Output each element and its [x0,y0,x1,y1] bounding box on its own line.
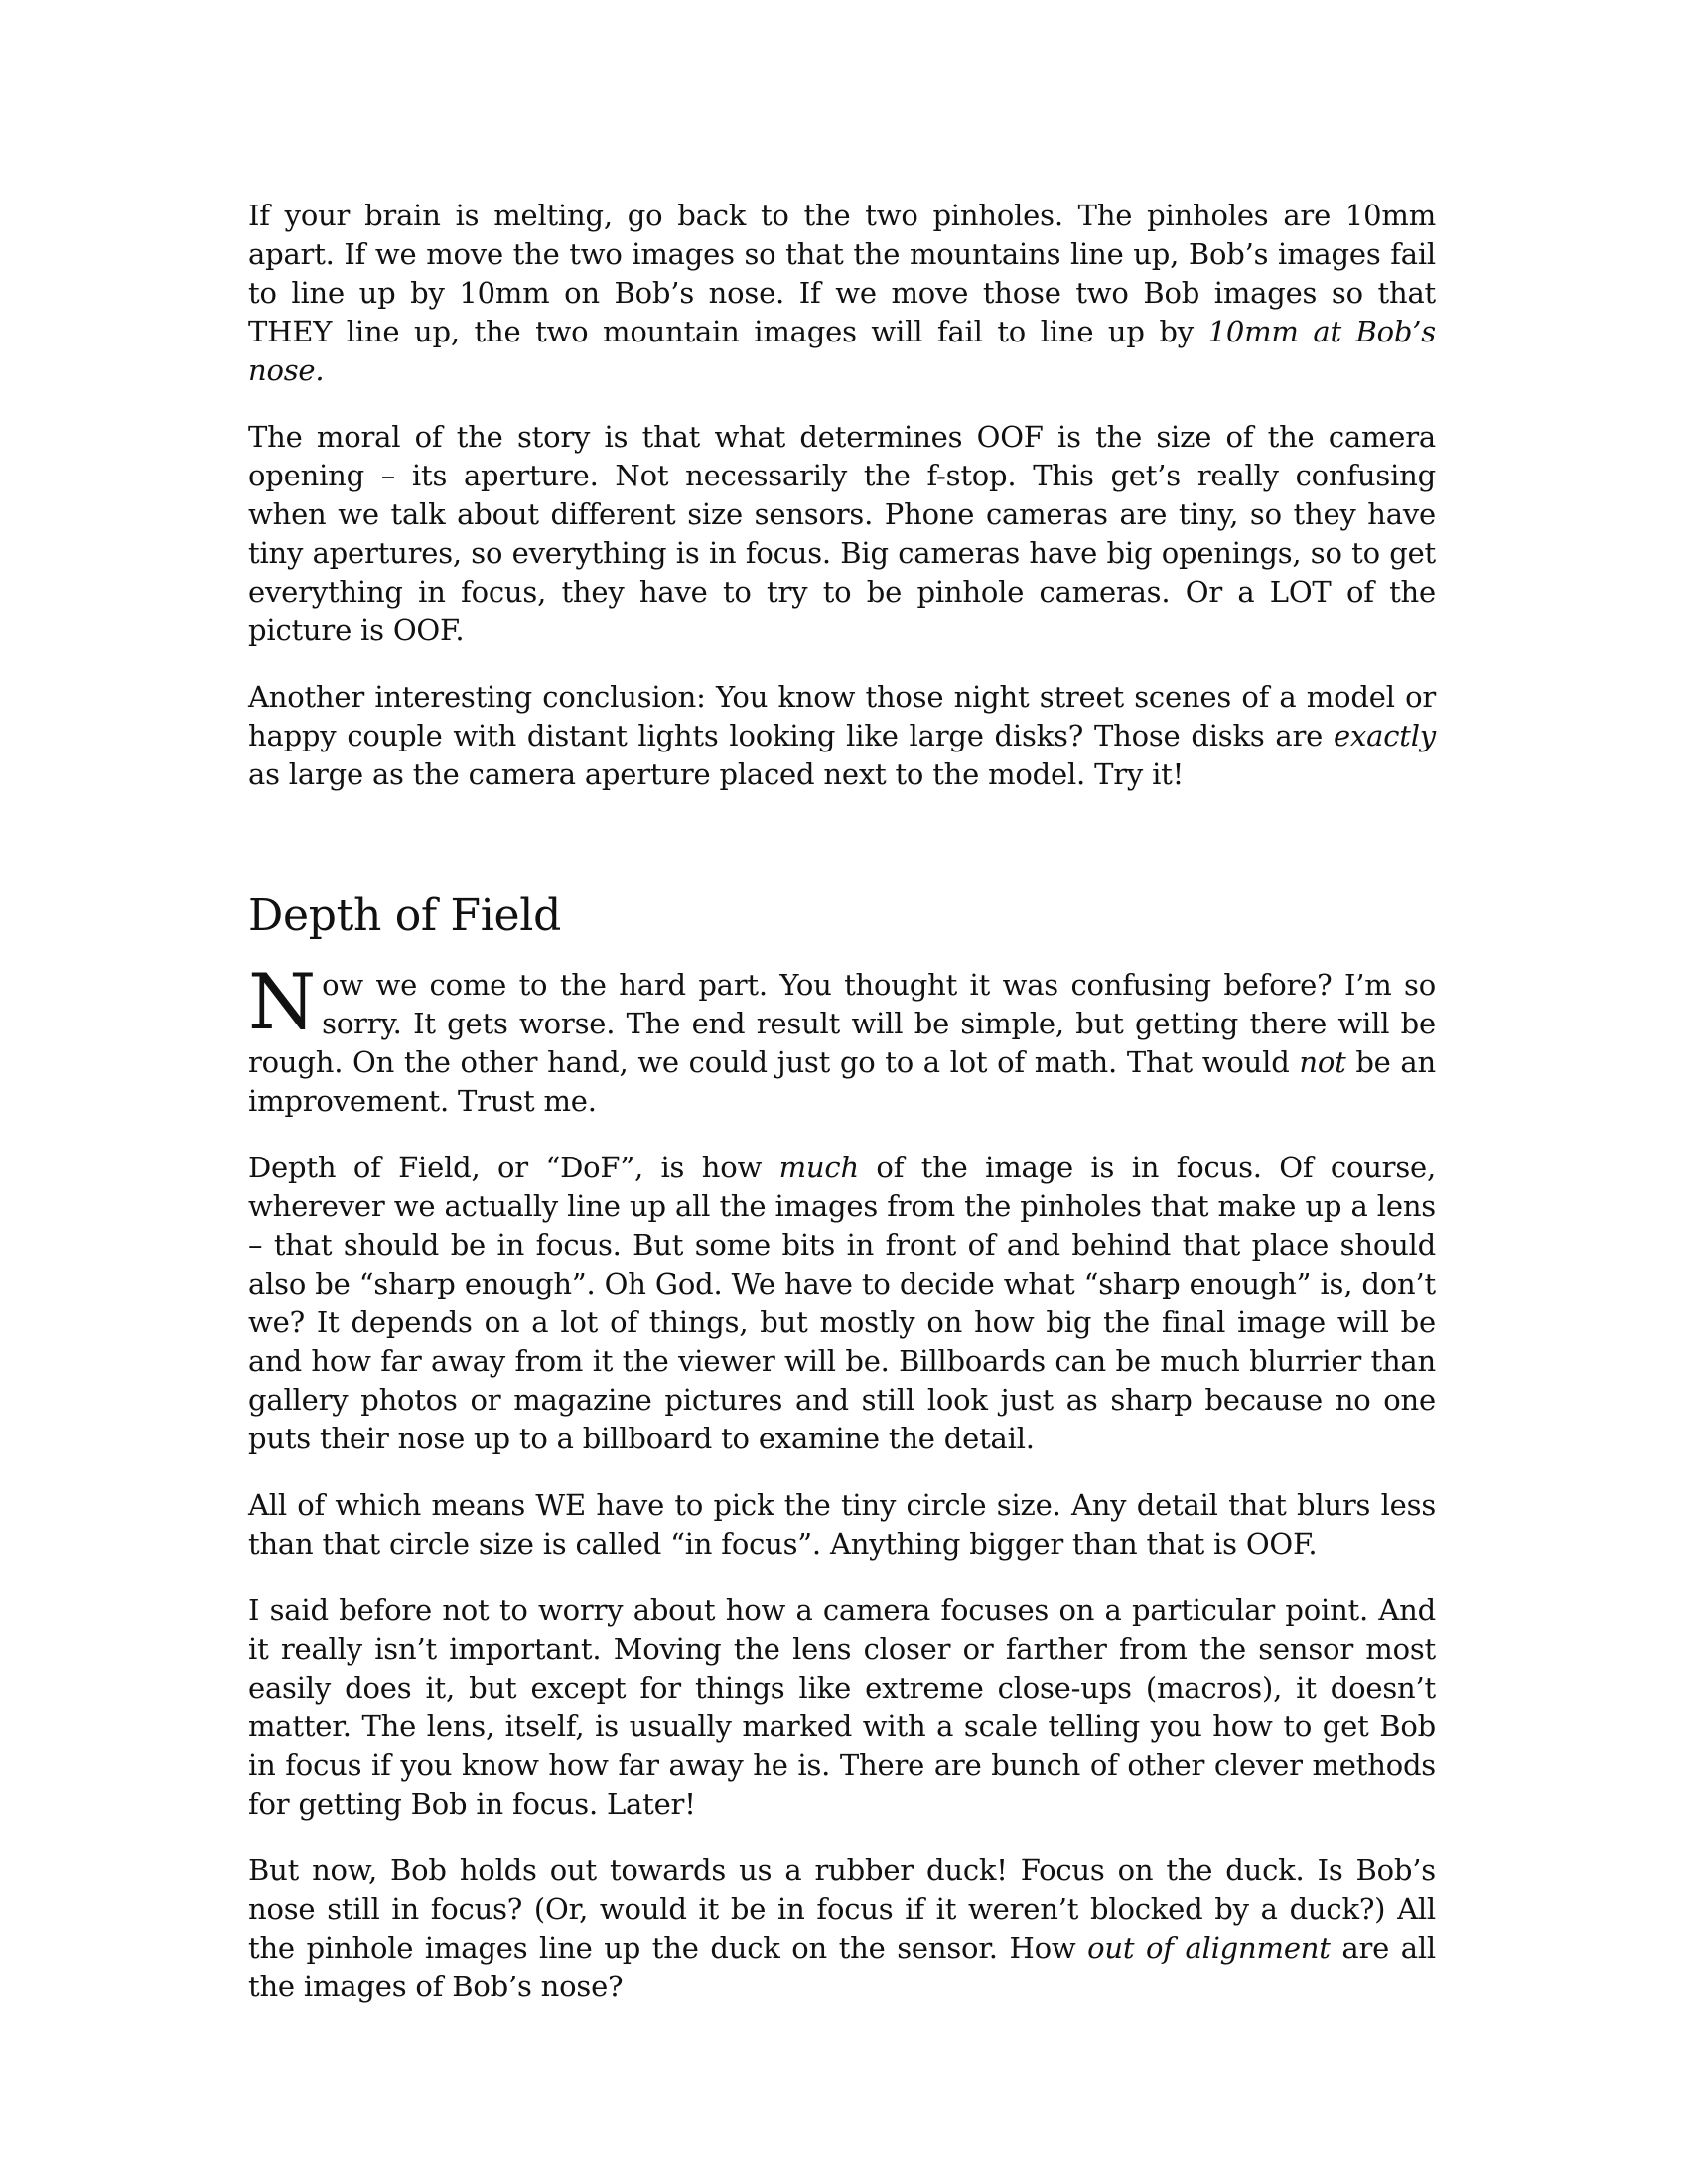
drop-cap-letter: N [248,958,317,1047]
paragraph-circle-size [248,1486,1436,1564]
paragraph-dof-definition [248,1149,1436,1458]
document-page [248,197,1436,2034]
paragraph-emphasis: out of alignment [1087,1931,1331,1965]
paragraph-intro-dropcap [248,958,1436,1121]
paragraph-text: I said before not to worry about how a camera focuses on a particular point. And it really isn’t important. Moving the lens closer or farther from the sensor most easily does it, but except for things like extreme close-ups (macros), it doesn’t matter. The lens, itself, is usually marked with a scale telling you how to get Bob in focus if you know how far away he is. There are bunch of other clever methods for getting Bob in focus. Later! [248,1593,1436,1821]
paragraph-emphasis: not [1299,1045,1346,1079]
paragraph-emphasis: much [778,1151,859,1184]
section-heading: Depth of Field [248,890,561,941]
paragraph-text: If your brain is melting, go back to the two pinholes. The pinholes are 10mm apart. If we move the two images so that the mountains line up, Bob’s images fail to line up by 10mm on Bob’s nose. If we move those two Bob images so that THEY line up, the two mountain images will fail to line up by [248,199,1436,348]
paragraph-text: All of which means WE have to pick the tiny circle size. Any detail that blurs less than that circle size is called “in focus”. Anything bigger than that is OOF. [248,1488,1436,1561]
paragraph-pinholes [248,197,1436,390]
paragraph-text: The moral of the story is that what determines OOF is the size of the camera opening – its aperture. Not necessarily the f-stop. This get’s really confusing when we talk about different size sensors. Phone cameras are tiny, so they have tiny apertures, so everything is in focus. Big cameras have big openings, so to get everything in focus, they have to try to be pinhole cameras. Or a LOT of the picture is OOF. [248,420,1436,647]
paragraph-emphasis: exactly [1334,719,1436,752]
paragraph-text: as large as the camera aperture placed next to the model. Try it! [248,757,1185,791]
paragraph-text: Depth of Field, or “DoF”, is how [248,1151,779,1184]
paragraph-text: be an improvement. Trust me. [248,1045,1436,1118]
paragraph-text: ow we come to the hard part. You thought it was confusing before? I’m so sorry. It gets worse. The end result will be simple, but getting there will be rough. On the other hand, we could just go to a lot of math. That would [248,968,1436,1079]
paragraph-rubber-duck [248,1851,1436,2006]
paragraph-moral [248,418,1436,650]
paragraph-text: But now, Bob holds out towards us a rubber duck! Focus on the duck. Is Bob’s nose still in focus? (Or, would it be in focus if it weren’t blocked by a duck?) All the pinhole images line up the duck on the sensor. How [248,1853,1436,1965]
paragraph-emphasis: 10mm at Bob’s nose. [248,315,1436,387]
paragraph-conclusion [248,678,1436,794]
paragraph-focusing [248,1591,1436,1824]
paragraph-text: of the image is in focus. Of course, wherever we actually line up all the images from the pinholes that make up a lens – that should be in focus. But some bits in front of and behind that place should also be “sharp enough”. Oh God. We have to decide what “sharp enough” is, don’t we? It depends on a lot of things, but mostly on how big the final image will be and how far away from it the viewer will be. Billboards can be much blurrier than gallery photos or magazine pictures and still look just as sharp because no one puts their nose up to a billboard to examine the detail. [248,1151,1437,1455]
paragraph-text: are all the images of Bob’s nose? [248,1931,1437,2003]
paragraph-text: Another interesting conclusion: You know those night street scenes of a model or happy couple with distant lights looking like large disks? Those disks are [248,680,1436,752]
